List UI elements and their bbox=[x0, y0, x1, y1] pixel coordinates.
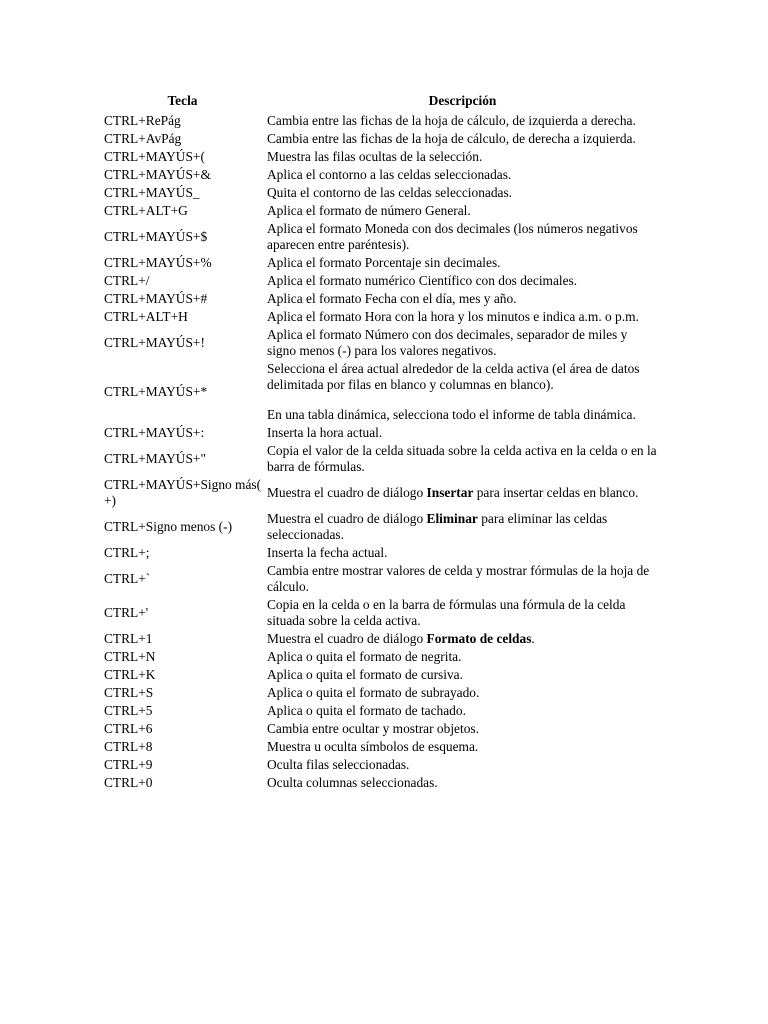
shortcut-key: CTRL+/ bbox=[104, 273, 150, 288]
shortcut-key: CTRL+9 bbox=[104, 757, 153, 772]
shortcut-key: CTRL+MAYÚS_ bbox=[104, 185, 200, 200]
table-row bbox=[101, 166, 661, 184]
shortcut-description bbox=[264, 630, 661, 648]
table-row bbox=[101, 130, 661, 148]
table-row bbox=[101, 202, 661, 220]
shortcut-key: CTRL+' bbox=[104, 605, 149, 620]
table-row bbox=[101, 738, 661, 756]
shortcut-description: Cambia entre las fichas de la hoja de cálculo, de derecha a izquierda. bbox=[267, 131, 636, 146]
shortcut-key: CTRL+8 bbox=[104, 739, 153, 754]
shortcut-key: CTRL+AvPág bbox=[104, 131, 182, 146]
shortcut-key: CTRL+ALT+G bbox=[104, 203, 188, 218]
shortcut-description: Aplica el formato Moneda con dos decimales (los números negativos aparecen entre paréntesis). bbox=[267, 221, 638, 252]
shortcut-description: Aplica el formato Porcentaje sin decimales. bbox=[267, 255, 501, 270]
shortcut-description: Cambia entre ocultar y mostrar objetos. bbox=[267, 721, 479, 736]
shortcut-key: CTRL+5 bbox=[104, 703, 153, 718]
shortcut-key: CTRL+0 bbox=[104, 775, 153, 790]
shortcut-description: Aplica el formato Fecha con el día, mes y año. bbox=[267, 291, 517, 306]
shortcut-key: CTRL+S bbox=[104, 685, 154, 700]
table-row bbox=[101, 666, 661, 684]
shortcut-description: Inserta la hora actual. bbox=[267, 425, 383, 440]
table-row bbox=[101, 630, 661, 648]
table-row bbox=[101, 112, 661, 130]
header-description: Descripción bbox=[428, 93, 497, 108]
shortcut-description: Muestra las filas ocultas de la selección. bbox=[267, 149, 483, 164]
shortcut-key: CTRL+MAYÚS+" bbox=[104, 451, 206, 466]
shortcut-key: CTRL+MAYÚS+% bbox=[104, 255, 212, 270]
table-row bbox=[101, 220, 661, 254]
shortcut-description: Aplica el formato Hora con la hora y los minutos e indica a.m. o p.m. bbox=[267, 309, 639, 324]
dialog-name: Formato de celdas bbox=[426, 631, 532, 646]
shortcut-description: Aplica o quita el formato de subrayado. bbox=[267, 685, 480, 700]
header-key: Tecla bbox=[167, 93, 198, 108]
shortcut-description: Aplica o quita el formato de tachado. bbox=[267, 703, 466, 718]
shortcut-description: Aplica o quita el formato de negrita. bbox=[267, 649, 462, 664]
table-row bbox=[101, 424, 661, 442]
shortcut-description bbox=[264, 476, 661, 510]
table-row bbox=[101, 360, 661, 424]
table-row bbox=[101, 720, 661, 738]
description-paragraph: Selecciona el área actual alrededor de la celda activa (el área de datos delimitada por filas en blanco y columnas en blanco). bbox=[267, 361, 640, 392]
table-row bbox=[101, 148, 661, 166]
description-text: . bbox=[531, 631, 535, 646]
table-header-row bbox=[101, 93, 661, 112]
shortcut-description bbox=[264, 510, 661, 544]
table-row bbox=[101, 648, 661, 666]
shortcut-key: CTRL+MAYÚS+$ bbox=[104, 229, 208, 244]
table-row bbox=[101, 442, 661, 476]
table-row bbox=[101, 596, 661, 630]
shortcut-description: Inserta la fecha actual. bbox=[267, 545, 388, 560]
table-row bbox=[101, 476, 661, 510]
shortcut-description: Cambia entre las fichas de la hoja de cálculo, de izquierda a derecha. bbox=[267, 113, 636, 128]
shortcut-description: Aplica el formato numérico Científico con dos decimales. bbox=[267, 273, 578, 288]
shortcut-key: CTRL+K bbox=[104, 667, 156, 682]
shortcut-description: Aplica el formato de número General. bbox=[267, 203, 471, 218]
table-row bbox=[101, 326, 661, 360]
shortcut-key: CTRL+MAYÚS+* bbox=[104, 384, 208, 399]
description-text: Muestra el cuadro de diálogo bbox=[267, 511, 427, 526]
shortcut-description: Oculta columnas seleccionadas. bbox=[267, 775, 438, 790]
table-row bbox=[101, 684, 661, 702]
table-row bbox=[101, 544, 661, 562]
shortcut-description: Copia en la celda o en la barra de fórmulas una fórmula de la celda situada sobre la celda activa. bbox=[267, 597, 626, 628]
dialog-name: Eliminar bbox=[426, 511, 478, 526]
table-row bbox=[101, 184, 661, 202]
table-row bbox=[101, 308, 661, 326]
table-row bbox=[101, 510, 661, 544]
table-row bbox=[101, 290, 661, 308]
shortcut-key: CTRL+MAYÚS+Signo más( +) bbox=[104, 477, 262, 508]
table-body bbox=[101, 112, 661, 792]
shortcut-description: Aplica el contorno a las celdas seleccionadas. bbox=[267, 167, 512, 182]
shortcut-key: CTRL+MAYÚS+! bbox=[104, 335, 205, 350]
description-paragraph: En una tabla dinámica, selecciona todo el informe de tabla dinámica. bbox=[267, 407, 636, 422]
table-row bbox=[101, 756, 661, 774]
shortcut-key: CTRL+MAYÚS+# bbox=[104, 291, 208, 306]
description-text: para insertar celdas en blanco. bbox=[473, 485, 639, 500]
shortcut-description: Quita el contorno de las celdas seleccionadas. bbox=[267, 185, 513, 200]
description-text: Muestra el cuadro de diálogo bbox=[267, 631, 427, 646]
shortcut-key: CTRL+MAYÚS+( bbox=[104, 149, 205, 164]
shortcut-description: Copia el valor de la celda situada sobre la celda activa en la celda o en la barra de fórmulas. bbox=[267, 443, 657, 474]
shortcut-description: Aplica o quita el formato de cursiva. bbox=[267, 667, 463, 682]
table-row bbox=[101, 562, 661, 596]
shortcut-description: Oculta filas seleccionadas. bbox=[267, 757, 410, 772]
shortcut-table bbox=[101, 93, 661, 792]
shortcut-description: Muestra u oculta símbolos de esquema. bbox=[267, 739, 479, 754]
description-text: Muestra el cuadro de diálogo bbox=[267, 485, 427, 500]
table-row bbox=[101, 254, 661, 272]
shortcut-key: CTRL+ALT+H bbox=[104, 309, 188, 324]
shortcut-key: CTRL+MAYÚS+& bbox=[104, 167, 211, 182]
dialog-name: Insertar bbox=[426, 485, 474, 500]
description-text: para eliminar las celdas seleccionadas. bbox=[267, 511, 608, 542]
shortcut-key: CTRL+1 bbox=[104, 631, 153, 646]
shortcut-key: CTRL+6 bbox=[104, 721, 153, 736]
shortcut-key: CTRL+RePág bbox=[104, 113, 181, 128]
shortcut-key: CTRL+Signo menos (-) bbox=[104, 519, 233, 534]
shortcut-key: CTRL+MAYÚS+: bbox=[104, 425, 205, 440]
shortcut-description: Cambia entre mostrar valores de celda y mostrar fórmulas de la hoja de cálculo. bbox=[267, 563, 650, 594]
table-row bbox=[101, 702, 661, 720]
shortcut-key: CTRL+N bbox=[104, 649, 156, 664]
table-row bbox=[101, 774, 661, 792]
shortcut-key: CTRL+` bbox=[104, 571, 151, 586]
shortcut-description bbox=[264, 360, 661, 424]
table-row bbox=[101, 272, 661, 290]
shortcut-description: Aplica el formato Número con dos decimales, separador de miles y signo menos (-) para los valores negativos. bbox=[267, 327, 628, 358]
shortcut-key: CTRL+; bbox=[104, 545, 150, 560]
